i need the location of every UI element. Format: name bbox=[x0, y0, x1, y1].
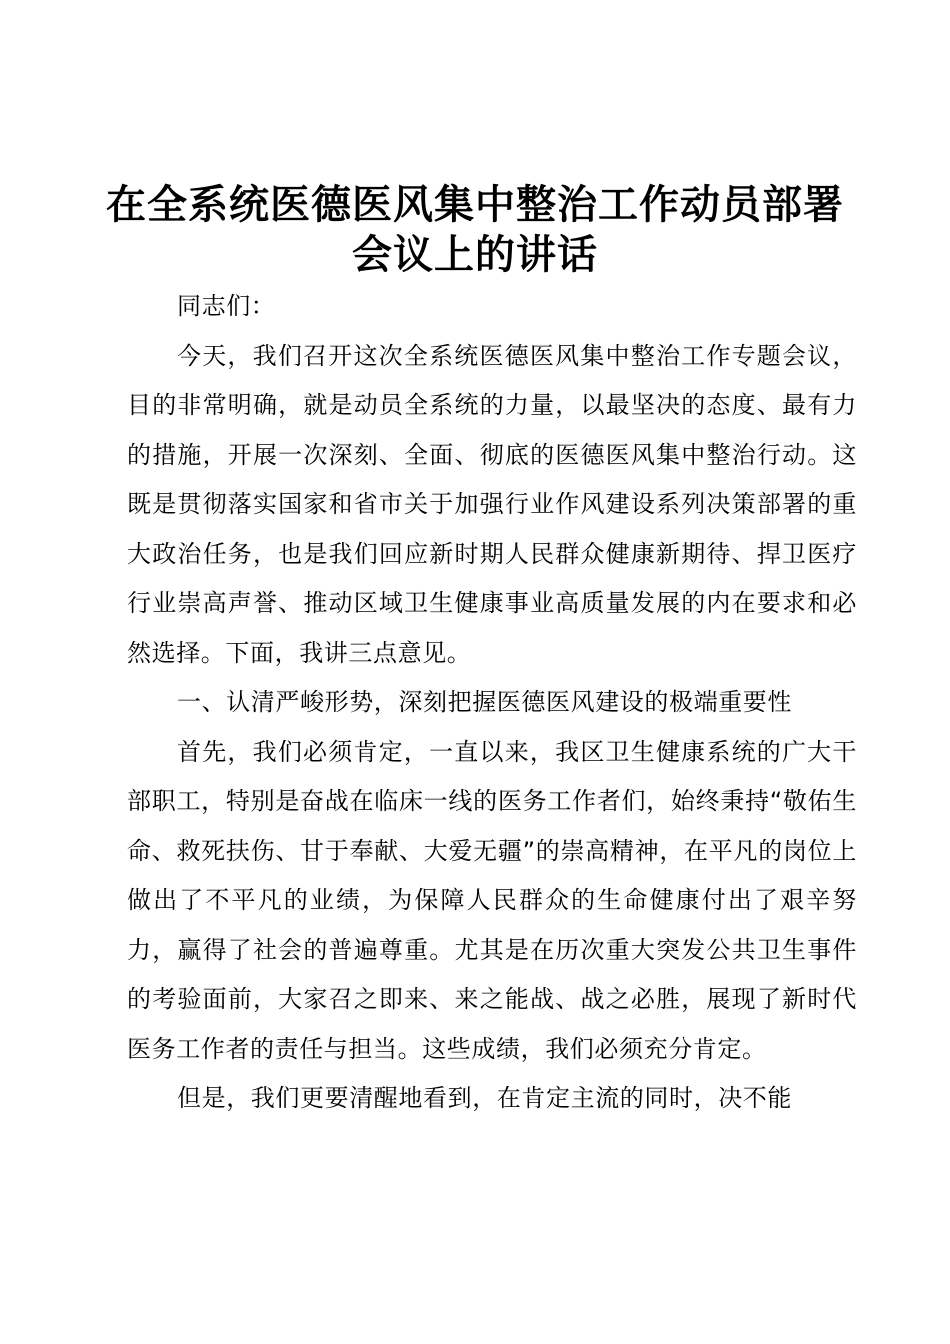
body-paragraph: 首先，我们必须肯定，一直以来，我区卫生健康系统的广大干部职工，特别是奋战在临床一线的医务工作者们，始终秉持“敬佑生命、救死扶伤、甘于奉献、大爱无疆”的崇高精神，在平凡的岗位上做出了不平凡的业绩，为保障人民群众的生命健康付出了艰辛努力，赢得了社会的普遍尊重。尤其是在历次重大突发公共卫生事件的考验面前，大家召之即来、来之能战、战之必胜，展现了新时代医务工作者的责任与担当。这些成绩，我们必须充分肯定。 bbox=[127, 737, 857, 1063]
body-paragraph: 但是，我们更要清醒地看到，在肯定主流的同时，决不能 bbox=[177, 1084, 792, 1112]
document-body bbox=[127, 282, 857, 1124]
salutation: 同志们： bbox=[177, 292, 276, 320]
section-heading: 一、认清严峻形势，深刻把握医德医风建设的极端重要性 bbox=[177, 688, 792, 716]
document-title: 在全系统医德医风集中整治工作动员部署会议上的讲话 bbox=[106, 182, 844, 278]
intro-paragraph: 今天，我们召开这次全系统医德医风集中整治工作专题会议，目的非常明确，就是动员全系统的力量，以最坚决的态度、最有力的措施，开展一次深刻、全面、彻底的医德医风集中整治行动。这既是贯彻落实国家和省市关于加强行业作风建设系列决策部署的重大政治任务，也是我们回应新时期人民群众健康新期待、捍卫医疗行业崇高声誉、推动区域卫生健康事业高质量发展的内在要求和必然选择。下面，我讲三点意见。 bbox=[127, 341, 857, 667]
